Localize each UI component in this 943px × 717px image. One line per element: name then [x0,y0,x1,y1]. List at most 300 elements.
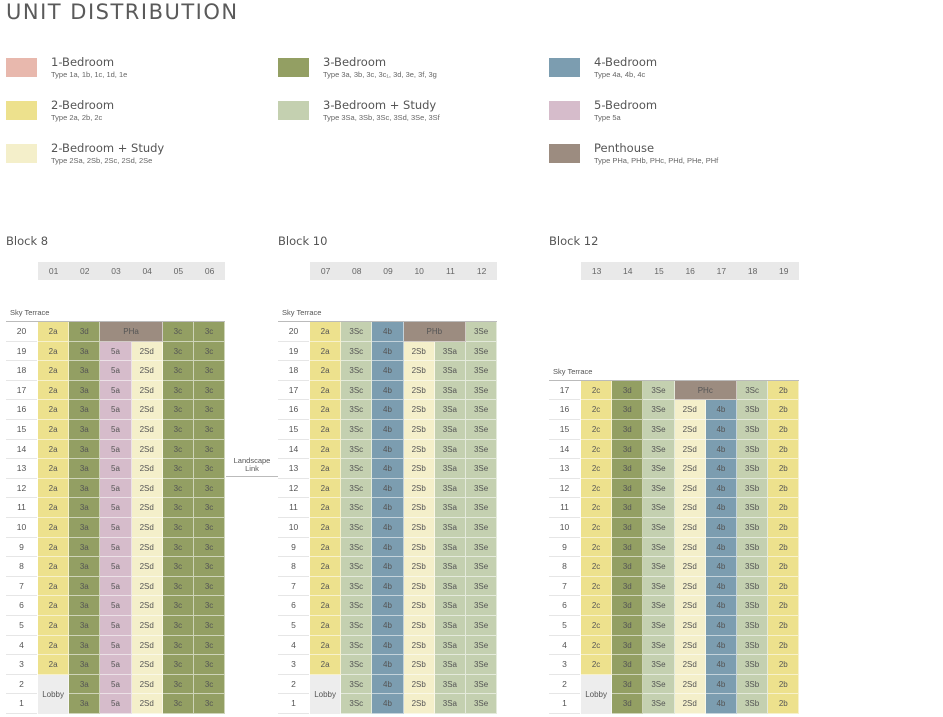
unit-number: 17 [716,266,727,276]
unit-cell: 5a [100,381,131,401]
unit-cell: 3a [69,557,100,577]
unit-cell: 2c [581,420,612,440]
unit-cell: 3c [194,361,225,381]
unit-cell: 4b [372,400,403,420]
unit-cell: 3d [612,518,643,538]
unit-cell: 3c [194,636,225,656]
unit-cell: 4b [372,459,403,479]
unit-cell: 4b [372,342,403,362]
unit-cell: 3Sb [737,498,768,518]
floor-label: 12 [278,479,309,499]
unit-cell: 2b [768,518,799,538]
floor-label: 16 [549,400,580,420]
block-12-unit-header [581,262,799,280]
unit-number: 16 [685,266,695,276]
unit-cell: 3Sb [737,479,768,499]
unit-cell: 2c [581,538,612,558]
unit-cell: 4b [372,616,403,636]
unit-cell: 3Se [643,518,674,538]
legend-item-2br [6,98,266,128]
unit-cell: 3Sc [341,655,372,675]
floor-label: 11 [278,498,309,518]
unit-cell: 3c [194,518,225,538]
unit-cell: 2a [38,596,69,616]
unit-cell: 3Se [466,538,497,558]
unit-number: 01 [48,266,59,276]
unit-cell: 3Se [466,694,497,714]
unit-cell: 2a [38,381,69,401]
unit-cell: 3c [163,342,194,362]
unit-cell: 3Sb [737,577,768,597]
legend-name: Penthouse [594,141,655,155]
unit-cell: 4b [372,381,403,401]
unit-cell: 3d [612,557,643,577]
unit-cell: 5a [100,361,131,381]
unit-cell: 2Sd [132,498,163,518]
floor-label: 4 [6,636,37,656]
unit-cell: 2c [581,655,612,675]
floor-label: 13 [549,459,580,479]
unit-cell: 2b [768,694,799,714]
floor-label: 10 [549,518,580,538]
unit-cell: 3Se [466,420,497,440]
unit-cell: 2a [310,322,341,342]
unit-cell: 3Sc [341,518,372,538]
unit-cell: 3Sc [341,694,372,714]
unit-number: 04 [142,266,152,276]
unit-cell: 5a [100,459,131,479]
unit-cell: 3c [163,420,194,440]
unit-cell: 2a [38,342,69,362]
unit-cell: 3c [194,342,225,362]
unit-cell: 3a [69,577,100,597]
unit-cell: 3Se [643,381,674,401]
unit-cell: 2c [581,577,612,597]
unit-cell: 2a [38,440,69,460]
unit-cell: 3d [612,577,643,597]
unit-cell: 3Se [466,400,497,420]
unit-cell: 3Sb [737,400,768,420]
unit-cell: 4b [706,675,737,695]
unit-number: 13 [591,266,602,276]
unit-cell: 2Sd [132,636,163,656]
penthouse-cell: PHc [675,381,737,401]
legend-name: 3-Bedroom + Study [323,98,437,112]
unit-cell: 2Sb [404,498,435,518]
unit-number: 18 [747,266,758,276]
unit-cell: 3Se [466,440,497,460]
unit-cell: 2b [768,655,799,675]
unit-cell: 3a [69,498,100,518]
unit-cell: 2Sd [132,577,163,597]
floor-label: 15 [6,420,37,440]
unit-cell: 3Sa [435,577,466,597]
unit-cell: 3c [163,636,194,656]
unit-cell: 3c [163,596,194,616]
block-10-sky-terrace-label: Sky Terrace [282,308,322,317]
unit-cell: 3Se [466,518,497,538]
unit-cell: 2Sb [404,694,435,714]
unit-cell: 2b [768,538,799,558]
unit-cell: 3Se [466,479,497,499]
floor-label: 4 [549,636,580,656]
unit-cell: 2b [768,459,799,479]
unit-cell: 4b [706,596,737,616]
unit-cell: 3Se [466,616,497,636]
unit-cell: 3c [163,538,194,558]
unit-cell: 2c [581,400,612,420]
unit-cell: 2a [38,655,69,675]
unit-cell: 5a [100,342,131,362]
floor-label: 1 [6,694,37,714]
legend-name: 4-Bedroom [594,55,658,69]
unit-cell: 2c [581,557,612,577]
unit-cell: 3c [163,459,194,479]
unit-cell: 2Sd [132,381,163,401]
legend-item-3br [278,55,538,85]
unit-cell: 2Sd [132,538,163,558]
unit-cell: 2Sb [404,616,435,636]
unit-cell: 3Se [466,577,497,597]
unit-cell: 5a [100,616,131,636]
unit-cell: 4b [372,596,403,616]
unit-cell: 2Sd [132,459,163,479]
unit-cell: 3Sb [737,694,768,714]
unit-cell: 3Sa [435,381,466,401]
unit-cell: 3Sc [341,498,372,518]
legend-name: 2-Bedroom [51,98,115,112]
unit-number: 10 [414,266,424,276]
unit-cell: 2Sd [132,440,163,460]
floor-label: 1 [549,694,580,714]
floor-label: 5 [278,616,309,636]
unit-cell: 3Sc [341,440,372,460]
unit-number: 06 [204,266,215,276]
unit-cell: 3Sa [435,675,466,695]
unit-cell: 2a [38,361,69,381]
unit-cell: 2c [581,596,612,616]
floor-label: 8 [6,557,37,577]
unit-cell: 3Se [466,636,497,656]
unit-cell: 3Se [466,596,497,616]
floor-label: 16 [278,400,309,420]
unit-cell: 3Sb [737,459,768,479]
unit-cell: 3Sa [435,538,466,558]
unit-cell: 2a [38,479,69,499]
floor-label: 18 [6,361,37,381]
unit-cell: 2Sd [675,577,706,597]
unit-cell: 2b [768,675,799,695]
unit-cell: 2c [581,440,612,460]
unit-cell: 4b [706,440,737,460]
unit-cell: 3d [612,675,643,695]
unit-cell: 2Sd [675,694,706,714]
unit-cell: 3d [612,440,643,460]
floor-label: 17 [549,381,580,401]
unit-number: 15 [654,266,664,276]
floor-label: 14 [549,440,580,460]
floor-label: 13 [6,459,37,479]
unit-cell: 3d [612,694,643,714]
floor-label: 6 [549,596,580,616]
unit-cell: 3c [194,675,225,695]
unit-cell: 4b [372,440,403,460]
unit-number: 08 [352,266,362,276]
floor-label: 3 [6,655,37,675]
landscape-link-line [226,476,278,477]
floor-label: 14 [278,440,309,460]
unit-cell: 3Se [466,381,497,401]
unit-cell: 3d [612,538,643,558]
unit-cell: 3Sa [435,636,466,656]
legend-item-5br [549,98,809,128]
unit-cell: 3Sa [435,694,466,714]
unit-cell: 3Se [466,655,497,675]
unit-cell: 3c [163,577,194,597]
unit-cell: 2Sb [404,538,435,558]
unit-cell: 4b [372,636,403,656]
legend-swatch [278,101,309,120]
unit-cell: 2Sb [404,675,435,695]
unit-cell: 3c [194,557,225,577]
unit-cell: 2b [768,636,799,656]
floor-label: 11 [549,498,580,518]
unit-cell: 4b [372,322,403,342]
unit-cell: 4b [706,459,737,479]
unit-cell: 2a [310,655,341,675]
block-10-title: Block 10 [278,234,328,248]
unit-cell: 2Sb [404,381,435,401]
unit-cell: 3Se [643,636,674,656]
unit-cell: 5a [100,538,131,558]
unit-cell: 3c [163,322,194,342]
unit-cell: 3d [612,498,643,518]
floor-label: 4 [278,636,309,656]
legend-swatch [6,58,37,77]
unit-cell: 2a [310,596,341,616]
unit-cell: 3d [612,636,643,656]
unit-cell: 4b [706,479,737,499]
unit-cell: 2a [310,518,341,538]
floor-label: 9 [278,538,309,558]
unit-cell: 2Sb [404,479,435,499]
unit-cell: 3a [69,440,100,460]
unit-cell: 2b [768,420,799,440]
unit-cell: 2a [38,518,69,538]
unit-cell: 2Sd [675,596,706,616]
floor-label: 2 [6,675,37,695]
unit-cell: 2c [581,616,612,636]
unit-cell: 3Se [466,675,497,695]
unit-cell: 2c [581,498,612,518]
unit-cell: 4b [706,538,737,558]
unit-cell: 3Se [643,538,674,558]
unit-cell: 3Sc [341,675,372,695]
unit-cell: 3Se [643,557,674,577]
floor-label: 16 [6,400,37,420]
unit-cell: 2Sd [132,694,163,714]
unit-cell: 5a [100,596,131,616]
unit-cell: 3Se [466,557,497,577]
unit-cell: 2b [768,381,799,401]
unit-cell: 3d [69,322,100,342]
floor-label: 11 [6,498,37,518]
unit-cell: 4b [706,616,737,636]
floor-label: 5 [549,616,580,636]
unit-cell: 2b [768,440,799,460]
unit-cell: 3Sc [341,420,372,440]
floor-label: 8 [549,557,580,577]
unit-cell: 3d [612,381,643,401]
unit-cell: 2Sb [404,459,435,479]
unit-cell: 2b [768,498,799,518]
unit-cell: 2Sd [675,459,706,479]
unit-cell: 2a [310,400,341,420]
unit-cell: 2a [38,616,69,636]
unit-cell: 3c [163,498,194,518]
unit-cell: 4b [372,361,403,381]
unit-cell: 2Sb [404,342,435,362]
unit-cell: 3Se [643,694,674,714]
unit-cell: 3c [194,616,225,636]
unit-cell: 3a [69,400,100,420]
unit-cell: 2c [581,518,612,538]
unit-cell: 5a [100,498,131,518]
unit-cell: 3Se [643,675,674,695]
unit-cell: 3c [163,694,194,714]
unit-cell: 3Sc [737,381,768,401]
unit-cell: 2Sd [132,342,163,362]
floor-label: 6 [278,596,309,616]
unit-cell: 2a [310,616,341,636]
unit-cell: 2a [310,342,341,362]
block-10-unit-header [310,262,497,280]
unit-cell: 2Sb [404,596,435,616]
unit-number: 03 [111,266,121,276]
unit-cell: 5a [100,636,131,656]
floor-label: 3 [278,655,309,675]
unit-cell: 3c [163,400,194,420]
unit-cell: 4b [372,420,403,440]
unit-cell: 3c [163,479,194,499]
unit-number: 19 [779,266,789,276]
unit-cell: 3c [194,498,225,518]
floor-label: 2 [549,675,580,695]
unit-cell: 2Sb [404,557,435,577]
unit-cell: 3Se [466,361,497,381]
legend-item-3brs [278,98,538,128]
unit-cell: 2Sd [132,616,163,636]
unit-cell: 3Se [643,479,674,499]
unit-cell: 2Sb [404,400,435,420]
floor-label: 17 [278,381,309,401]
unit-cell: 4b [372,518,403,538]
unit-cell: 5a [100,400,131,420]
floor-label: 17 [6,381,37,401]
legend-types: Type 3Sa, 3Sb, 3Sc, 3Sd, 3Se, 3Sf [323,113,440,122]
floor-label: 6 [6,596,37,616]
unit-cell: 5a [100,675,131,695]
unit-cell: 3Sb [737,616,768,636]
floor-label: 13 [278,459,309,479]
unit-cell: 3c [194,420,225,440]
unit-cell: 3a [69,342,100,362]
unit-cell: 3Sc [341,636,372,656]
unit-cell: 3c [163,440,194,460]
unit-cell: 4b [372,675,403,695]
unit-cell: 5a [100,577,131,597]
unit-cell: 3Sa [435,498,466,518]
unit-cell: 2a [38,400,69,420]
unit-cell: 2b [768,400,799,420]
unit-cell: 4b [706,518,737,538]
unit-cell: 3c [194,596,225,616]
unit-cell: 3Se [466,342,497,362]
unit-cell: 3Sc [341,459,372,479]
unit-cell: 3Sc [341,577,372,597]
legend-types: Type 2Sa, 2Sb, 2Sc, 2Sd, 2Se [51,156,153,165]
unit-cell: 5a [100,694,131,714]
floor-label: 20 [6,322,37,342]
unit-cell: 4b [706,557,737,577]
unit-cell: 3c [194,381,225,401]
block-8-unit-header [38,262,225,280]
unit-cell: 3a [69,636,100,656]
unit-cell: 2b [768,479,799,499]
unit-cell: 3c [163,616,194,636]
floor-label: 15 [549,420,580,440]
unit-cell: 3Se [643,459,674,479]
unit-cell: 3c [163,518,194,538]
penthouse-cell: PHa [100,322,162,342]
unit-cell: 2a [310,577,341,597]
unit-cell: 3c [194,400,225,420]
block-8-title: Block 8 [6,234,49,248]
unit-cell: 2Sb [404,440,435,460]
unit-number: 02 [80,266,90,276]
unit-cell: 3Se [643,577,674,597]
unit-cell: 2Sd [675,675,706,695]
unit-cell: 3Se [466,459,497,479]
unit-cell: 3c [194,655,225,675]
unit-cell: 3Sc [341,479,372,499]
unit-cell: 5a [100,557,131,577]
unit-cell: 3Sa [435,596,466,616]
unit-cell: 3Sb [737,420,768,440]
legend-types: Type 3a, 3b, 3c, 3c₁, 3d, 3e, 3f, 3g [323,70,437,79]
floor-label: 14 [6,440,37,460]
legend-swatch [278,58,309,77]
unit-cell: 3Se [643,498,674,518]
unit-cell: 3a [69,459,100,479]
floor-label: 20 [278,322,309,342]
unit-cell: 2Sd [132,675,163,695]
unit-cell: 2Sd [675,636,706,656]
unit-cell: 2Sd [132,420,163,440]
unit-cell: 3d [612,400,643,420]
floor-label: 18 [278,361,309,381]
unit-cell: 3Sa [435,361,466,381]
unit-cell: 3Se [643,440,674,460]
unit-cell: 3Sa [435,440,466,460]
unit-cell: 3c [194,322,225,342]
unit-cell: 2a [310,420,341,440]
unit-cell: 2b [768,616,799,636]
unit-cell: 3Sc [341,538,372,558]
unit-cell: 2Sd [132,518,163,538]
unit-cell: 2c [581,479,612,499]
unit-cell: 2a [310,361,341,381]
